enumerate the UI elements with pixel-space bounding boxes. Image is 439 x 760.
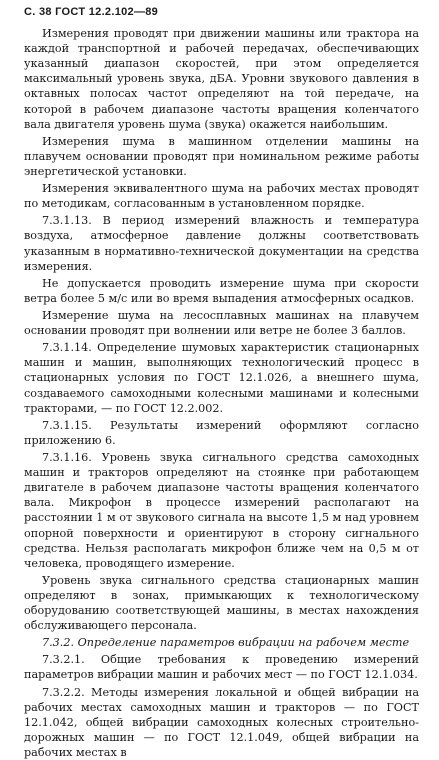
page-content — [24, 26, 419, 760]
subsection-heading: 7.3.2. Определение параметров вибрации на рабочем месте — [42, 636, 410, 650]
paragraph: Измерения проводят при движении машины или трактора на каждой транспортной и рабочей передачах, обеспечивающих указанный диапазон скоростей, при этом определяется максимальный уровень звука, дБА. Уровни звукового давления в октавных полосах частот определяют на той передаче, на которой в рабочем диапазоне частоты вращения коленчатого вала двигателя уровень шума (звука) окажется наибольшим. — [24, 27, 419, 131]
paragraph: 7.3.1.16. Уровень звука сигнального средства самоходных машин и тракторов определяют на стоянке при работающем двигателе в рабочем диапазоне частоты вращения коленчатого вала. Микрофон в процессе измерений располагают на расстоянии 1 м от звукового сигнала на высоте 1,5 м над уровнем опорной поверхности и ориентируют в сторону сигнального средства. Нельзя располагать микрофон ближе чем на 0,5 м от человека, проводящего измерение. — [24, 450, 419, 570]
paragraph: Измерения шума в машинном отделении машины на плавучем основании проводят при номинальном режиме работы энергетической установки. — [24, 134, 419, 178]
paragraph: 7.3.1.13. В период измерений влажность и температура воздуха, атмосферное давление должны соответствовать указанным в нормативно-технической документации на средства измерения. — [24, 214, 419, 273]
paragraph: 7.3.2.1. Общие требования к проведению измерений параметров вибрации машин и рабочих мест — по ГОСТ 12.1.034. — [24, 653, 419, 682]
paragraph: Измерение шума на лесосплавных машинах на плавучем основании проводят при волнении или ветре не более 3 баллов. — [24, 308, 419, 338]
page-header: С. 38 ГОСТ 12.2.102—89 — [24, 6, 159, 18]
paragraph: 7.3.1.14. Определение шумовых характеристик стационарных машин и машин, выполняющих технологический процесс в стационарных условия по ГОСТ 12.1.026, а внешнего шума, создаваемого самоходными колесными машинами и колесными тракторами, — по ГОСТ 12.2.002. — [24, 341, 419, 415]
paragraph: Не допускается проводить измерение шума при скорости ветра более 5 м/с или во время выпадения атмосферных осадков. — [24, 276, 419, 305]
paragraph: 7.3.1.15. Результаты измерений оформляют согласно приложению 6. — [24, 418, 419, 447]
paragraph: Измерения эквивалентного шума на рабочих местах проводят по методикам, согласованным в установленном порядке. — [24, 182, 419, 211]
paragraph: Уровень звука сигнального средства стационарных машин определяют в зонах, примыкающих к технологическому оборудованию соответствующей машины, в местах нахождения обслуживающего персонала. — [24, 573, 419, 633]
paragraph: 7.3.2.2. Методы измерения локальной и общей вибрации на рабочих местах самоходных машин и тракторов — по ГОСТ 12.1.042, общей вибрации самоходных колесных строительно-дорожных машин — по ГОСТ 12.1.049, общей вибрации на рабочих местах в — [24, 685, 419, 760]
